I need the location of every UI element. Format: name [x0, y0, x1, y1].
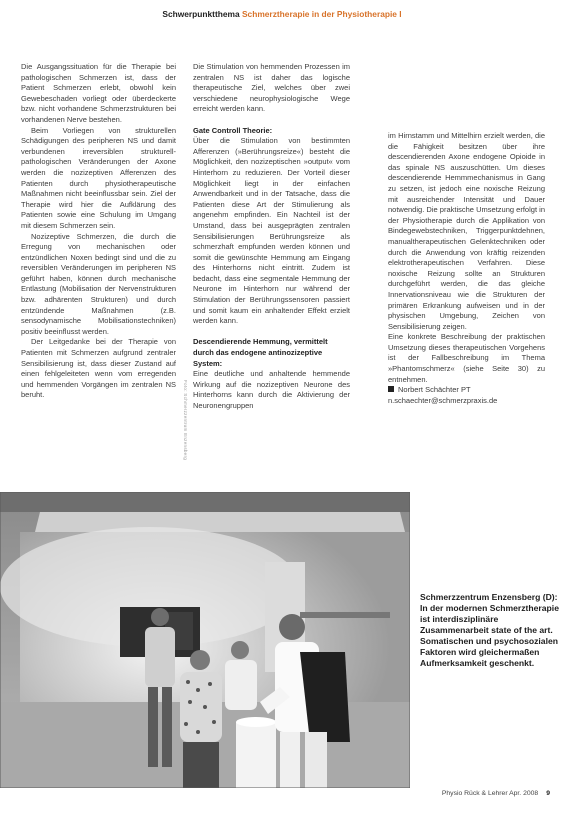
therapy-photo-illustration: [0, 492, 410, 788]
paragraph: Eine konkrete Beschreibung der praktischen Umsetzung dieses therapeutischen Vorgehens ist der Fallbeschreibung im Thema »Phantomschmerz« (siehe Seite 30) zu entnehmen.: [388, 332, 545, 384]
paragraph: Über die Stimulation von bestimmten Afferenzen (»Berührungsreize«) besteht die Möglichkeit, den nozizeptischen »output« vom Hinterhorn zu reduzieren. Der Vorteil dieser Möglichkeit liegt in der einfachen Anwendbarkeit und in der Tatsache, dass die Patienten diese Art der Stimulierung als angenehm empfinden. Ein Nachteil ist der Umstand, dass bei ausgeprägten zentralen Sensibilisierungen Berührungsreize als schmerzhaft empfunden werden können und somit die gewünschte Hemmung am Eingang des Hinterhorns nicht eintritt. Zudem ist bedacht, dass eine segmentale Hemmung der Neurone im Hinterhorn nur während der Stimulation der Berührungssensoren passiert und somit kaum ein anhaltender Effekt erzielt werden kann.: [193, 136, 350, 326]
paragraph: Nozizeptive Schmerzen, die durch die Erregung von mechanischen oder entzündlichen Noxen bedingt sind und die zu reversiblen Veränderungen im peripheren NS geführt haben, können durch mechanische Entlastung (Mobilisation der Nervenstrukturen bzw. adhärenten Strukturen) und durch entzündende Maßnahmen (z.B. sensodynamische Mobilisationstechniken) positiv beeinflusst werden.: [21, 231, 176, 336]
text-column-left: [21, 62, 176, 401]
author-line: [388, 385, 545, 396]
paragraph: im Hirnstamm und Mittelhirn erzielt werden, die die Fähigkeit besitzen über ihre descendierenden Axone endogene Opioide in das spinale NS auszuschütten. Um dieses descendierende Hemmmechanismus in Gang zu setzen, ist jedoch eine noxische Reizung mit ausreichender Intensität und Dauer notwendig. Die praktische Umsetzung erfolgt in der Physiotherapie durch die Applikation von Bindegewebstechniken, Triggerpunktdehnen, manualtherapeutischen Gelenktechniken oder durch die Anwendung von kräftig reizenden elektrotherapeutischen Verfahren. Diese noxische Reizung sollte an Strukturen durchgeführt werden, die das gleiche Innervationsniveau wie die Strukturen der primären Erkrankung aufweisen und in der physischen Umgebung, Zeichen von Sensibilisierung zeigen.: [388, 131, 545, 331]
header-subtitle: Schmerztherapie in der Physiotherapie I: [241, 9, 402, 19]
text-column-right: [388, 131, 545, 406]
paragraph: Beim Vorliegen von strukturellen Schädigungen des peripheren NS und damit verbundenen irreversiblen strukturell-pathologischen Veränderungen der Axone werden die nozizeptiven Afferenzen des Patienten durch physiotherapeutische Maßnahmen nicht beeinflussbar sein. Ziel der Therapie wird hier die Aufklärung des Patienten sowie eine Schulung im Umgang mit diesem Schmerzen sein.: [21, 125, 176, 230]
paragraph: Eine deutliche und anhaltende hemmende Wirkung auf die nozizeptiven Neurone des Hinterhorns kann durch die Aktivierung der Neuronengruppen: [193, 369, 350, 410]
photo-caption: Schmerzzentrum Enzensberg (D): In der modernen Schmerztherapie ist interdisziplinäre Zusammenarbeit state of the art. Somatischen und psychosozialen Faktoren wird gleichermaßen Aufmerksamkeit geschenkt.: [420, 592, 559, 668]
page-header: [0, 9, 564, 19]
photo-credit-text: Foto: Schmerzzentrum Enzensberg: [183, 380, 188, 461]
therapy-photo: [0, 492, 410, 788]
journal-info: Physio Rück & Lehrer Apr. 2008: [441, 790, 539, 797]
author-name: Norbert Schächter PT: [398, 385, 471, 395]
author-email: n.schaechter@schmerzpraxis.de: [388, 395, 498, 405]
photo-credit: [182, 380, 188, 490]
paragraph: Die Stimulation von hemmenden Prozessen im zentralen NS ist daher das logische therapeutische Ziel, welches über zwei verschiedene neurophysiologische Wege erreicht werden kann.: [193, 62, 350, 114]
paragraph: Der Leitgedanke bei der Therapie von Patienten mit Schmerzen aufgrund zentraler Sensibilisierung ist, dass dieser Zustand auf einen fehlgeleiteten wenn vom erregenden und hemmenden Vorgängen im zentralen NS beruht.: [21, 337, 176, 400]
header-topic: Schwerpunktthema: [162, 9, 240, 19]
page-number: 9: [546, 790, 550, 797]
section-heading: Gate Controll Theorie:: [193, 125, 273, 135]
paragraph: Die Ausgangssituation für die Therapie bei pathologischen Schmerzen ist, dass der Patient Schmerzen erlebt, obwohl kein Gewebeschaden vorliegt oder überdeckerte bzw. nicht vorhandene Schmerzstrukturen bei vorhandenen Nerve bestehen.: [21, 62, 176, 124]
page-footer: [442, 790, 550, 797]
end-square-icon: [388, 386, 394, 392]
text-column-middle: [193, 62, 350, 412]
section-heading: Descendierende Hemmung, vermittelt durch das endogene antinozizeptive System:: [193, 337, 328, 368]
